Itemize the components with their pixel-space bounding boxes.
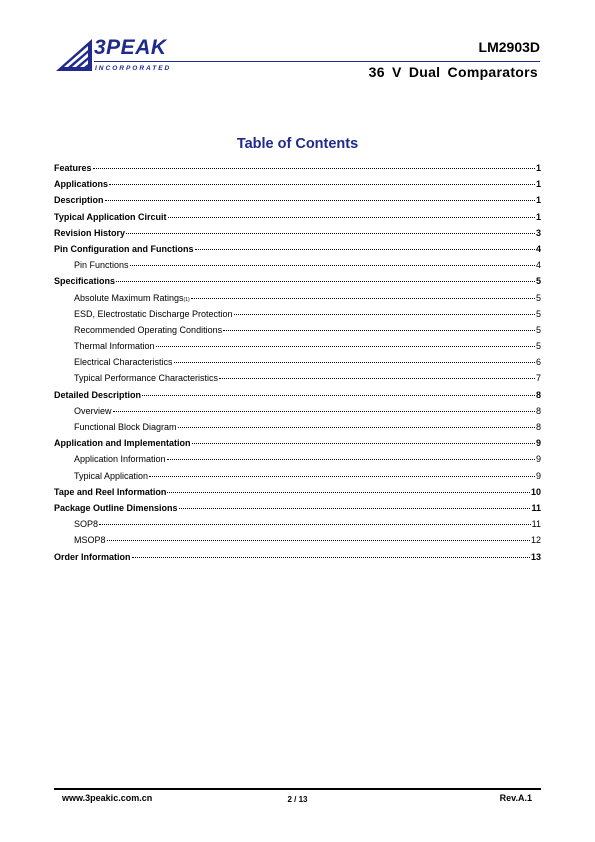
toc-entry-label: Features — [54, 163, 92, 173]
toc-entry-label: Overview — [74, 405, 112, 416]
toc-entry-page: 9 — [535, 454, 541, 465]
toc-entry-label: Thermal Information — [74, 341, 155, 352]
toc-entry-page: 8 — [535, 389, 541, 400]
toc-entry[interactable] — [54, 373, 541, 389]
toc-list — [54, 163, 541, 568]
toc-leader-dots — [167, 492, 530, 493]
toc-entry[interactable] — [54, 228, 541, 244]
header-divider — [94, 61, 540, 62]
toc-entry[interactable] — [54, 390, 541, 406]
toc-entry-page: 5 — [535, 276, 541, 287]
toc-entry-page: 1 — [535, 195, 541, 206]
toc-entry[interactable] — [54, 519, 541, 535]
toc-leader-dots — [93, 168, 535, 169]
toc-entry-page: 13 — [530, 551, 541, 562]
toc-entry[interactable] — [54, 325, 541, 341]
toc-leader-dots — [168, 217, 535, 218]
toc-entry[interactable] — [54, 195, 541, 211]
toc-entry-page: 1 — [535, 211, 541, 222]
toc-entry-label: Package Outline Dimensions — [54, 502, 178, 513]
toc-entry[interactable] — [54, 471, 541, 487]
toc-leader-dots — [179, 508, 531, 509]
toc-entry-page: 8 — [535, 422, 541, 432]
toc-title: Table of Contents — [236, 136, 359, 152]
toc-leader-dots — [105, 200, 535, 201]
toc-entry-page: 1 — [535, 163, 541, 173]
toc-entry[interactable] — [54, 357, 541, 373]
toc-entry-label: Applications — [54, 179, 109, 190]
footer-page-indicator: 2 / 13 — [287, 795, 308, 804]
toc-entry-label: Pin Functions — [74, 260, 129, 271]
footer-website-link[interactable]: www.3peakic.com.cn — [62, 793, 153, 803]
toc-leader-dots — [109, 184, 535, 185]
toc-entry-label: Order Information — [54, 551, 131, 562]
toc-entry-page: 5 — [535, 341, 541, 352]
toc-leader-dots — [156, 346, 535, 347]
toc-leader-dots — [174, 362, 535, 363]
toc-entry-label: Revision History — [54, 227, 126, 238]
toc-entry[interactable] — [54, 309, 541, 325]
toc-entry-page: 6 — [535, 357, 541, 368]
toc-entry[interactable] — [54, 454, 541, 470]
toc-entry-label: Specifications — [54, 276, 116, 287]
toc-entry-page: 11 — [531, 502, 541, 513]
footer-revision: Rev.A.1 — [499, 793, 532, 803]
toc-entry-label: ESD, Electrostatic Discharge Protection — [74, 308, 233, 319]
toc-entry-label: Electrical Characteristics — [74, 357, 173, 368]
toc-entry-label: Typical Application Circuit — [54, 211, 167, 222]
toc-entry-label: Recommended Operating Conditions — [74, 324, 223, 335]
toc-entry[interactable] — [54, 212, 541, 228]
toc-entry-page: 8 — [535, 405, 541, 416]
toc-entry[interactable] — [54, 438, 541, 454]
toc-entry-label: Functional Block Diagram — [74, 422, 177, 432]
toc-leader-dots — [130, 265, 535, 266]
toc-entry[interactable] — [54, 276, 541, 292]
toc-entry-page: 7 — [535, 373, 541, 384]
part-number: LM2903D — [478, 39, 540, 55]
toc-entry-label: Detailed Description — [54, 389, 142, 400]
toc-entry[interactable] — [54, 260, 541, 276]
toc-leader-dots — [113, 411, 535, 412]
toc-entry-page: 3 — [535, 227, 541, 238]
toc-entry[interactable] — [54, 406, 541, 422]
toc-leader-dots — [99, 524, 531, 525]
toc-leader-dots — [149, 476, 535, 477]
toc-entry[interactable] — [54, 422, 541, 438]
toc-entry-label: Absolute Maximum Ratings — [74, 292, 184, 303]
brand-logo-text: 3PEAK — [94, 36, 167, 59]
footer-divider — [54, 788, 541, 790]
toc-leader-dots — [167, 459, 535, 460]
toc-entry-label: Typical Application — [74, 470, 149, 481]
toc-leader-dots — [191, 298, 535, 299]
toc-leader-dots — [195, 249, 535, 250]
toc-leader-dots — [192, 443, 535, 444]
toc-entry[interactable] — [54, 179, 541, 195]
toc-leader-dots — [126, 233, 535, 234]
toc-entry-page: 1 — [535, 179, 541, 190]
toc-entry-label: SOP8 — [74, 519, 99, 530]
toc-leader-dots — [178, 427, 535, 428]
toc-entry-label: Application Information — [74, 454, 166, 465]
document-subtitle: 36 V Dual Comparators — [368, 64, 538, 80]
toc-entry-label: MSOP8 — [74, 535, 106, 546]
toc-leader-dots — [107, 540, 530, 541]
toc-entry-page: 5 — [535, 324, 541, 335]
toc-entry-page: 9 — [535, 438, 541, 449]
toc-entry[interactable] — [54, 503, 541, 519]
toc-entry[interactable] — [54, 244, 541, 260]
toc-entry-label: Description — [54, 195, 104, 206]
toc-entry-label: Application and Implementation — [54, 438, 191, 449]
toc-entry-page: 4 — [535, 260, 541, 271]
brand-logo-subtext: INCORPORATED — [95, 65, 172, 72]
toc-entry[interactable] — [54, 552, 541, 568]
toc-entry[interactable] — [54, 163, 541, 179]
toc-leader-dots — [116, 281, 535, 282]
toc-entry[interactable] — [54, 487, 541, 503]
toc-entry-page: 5 — [535, 308, 541, 319]
toc-entry-footnote-ref: (1) — [183, 296, 190, 303]
toc-entry-page: 11 — [531, 519, 541, 530]
toc-leader-dots — [132, 557, 530, 558]
toc-entry[interactable] — [54, 535, 541, 551]
toc-leader-dots — [234, 314, 535, 315]
toc-entry-page: 4 — [535, 243, 541, 254]
toc-leader-dots — [223, 330, 535, 331]
toc-entry[interactable] — [54, 341, 541, 357]
toc-leader-dots — [142, 395, 535, 396]
toc-entry-label: Pin Configuration and Functions — [54, 243, 194, 254]
toc-entry-label: Typical Performance Characteristics — [74, 373, 219, 384]
toc-entry-page: 12 — [530, 535, 541, 546]
toc-entry-label: Tape and Reel Information — [54, 486, 167, 497]
toc-entry-page: 10 — [530, 486, 541, 497]
toc-entry-page: 5 — [535, 292, 541, 303]
toc-leader-dots — [219, 378, 535, 379]
toc-entry-page: 9 — [535, 470, 541, 481]
toc-entry[interactable] — [54, 293, 541, 309]
